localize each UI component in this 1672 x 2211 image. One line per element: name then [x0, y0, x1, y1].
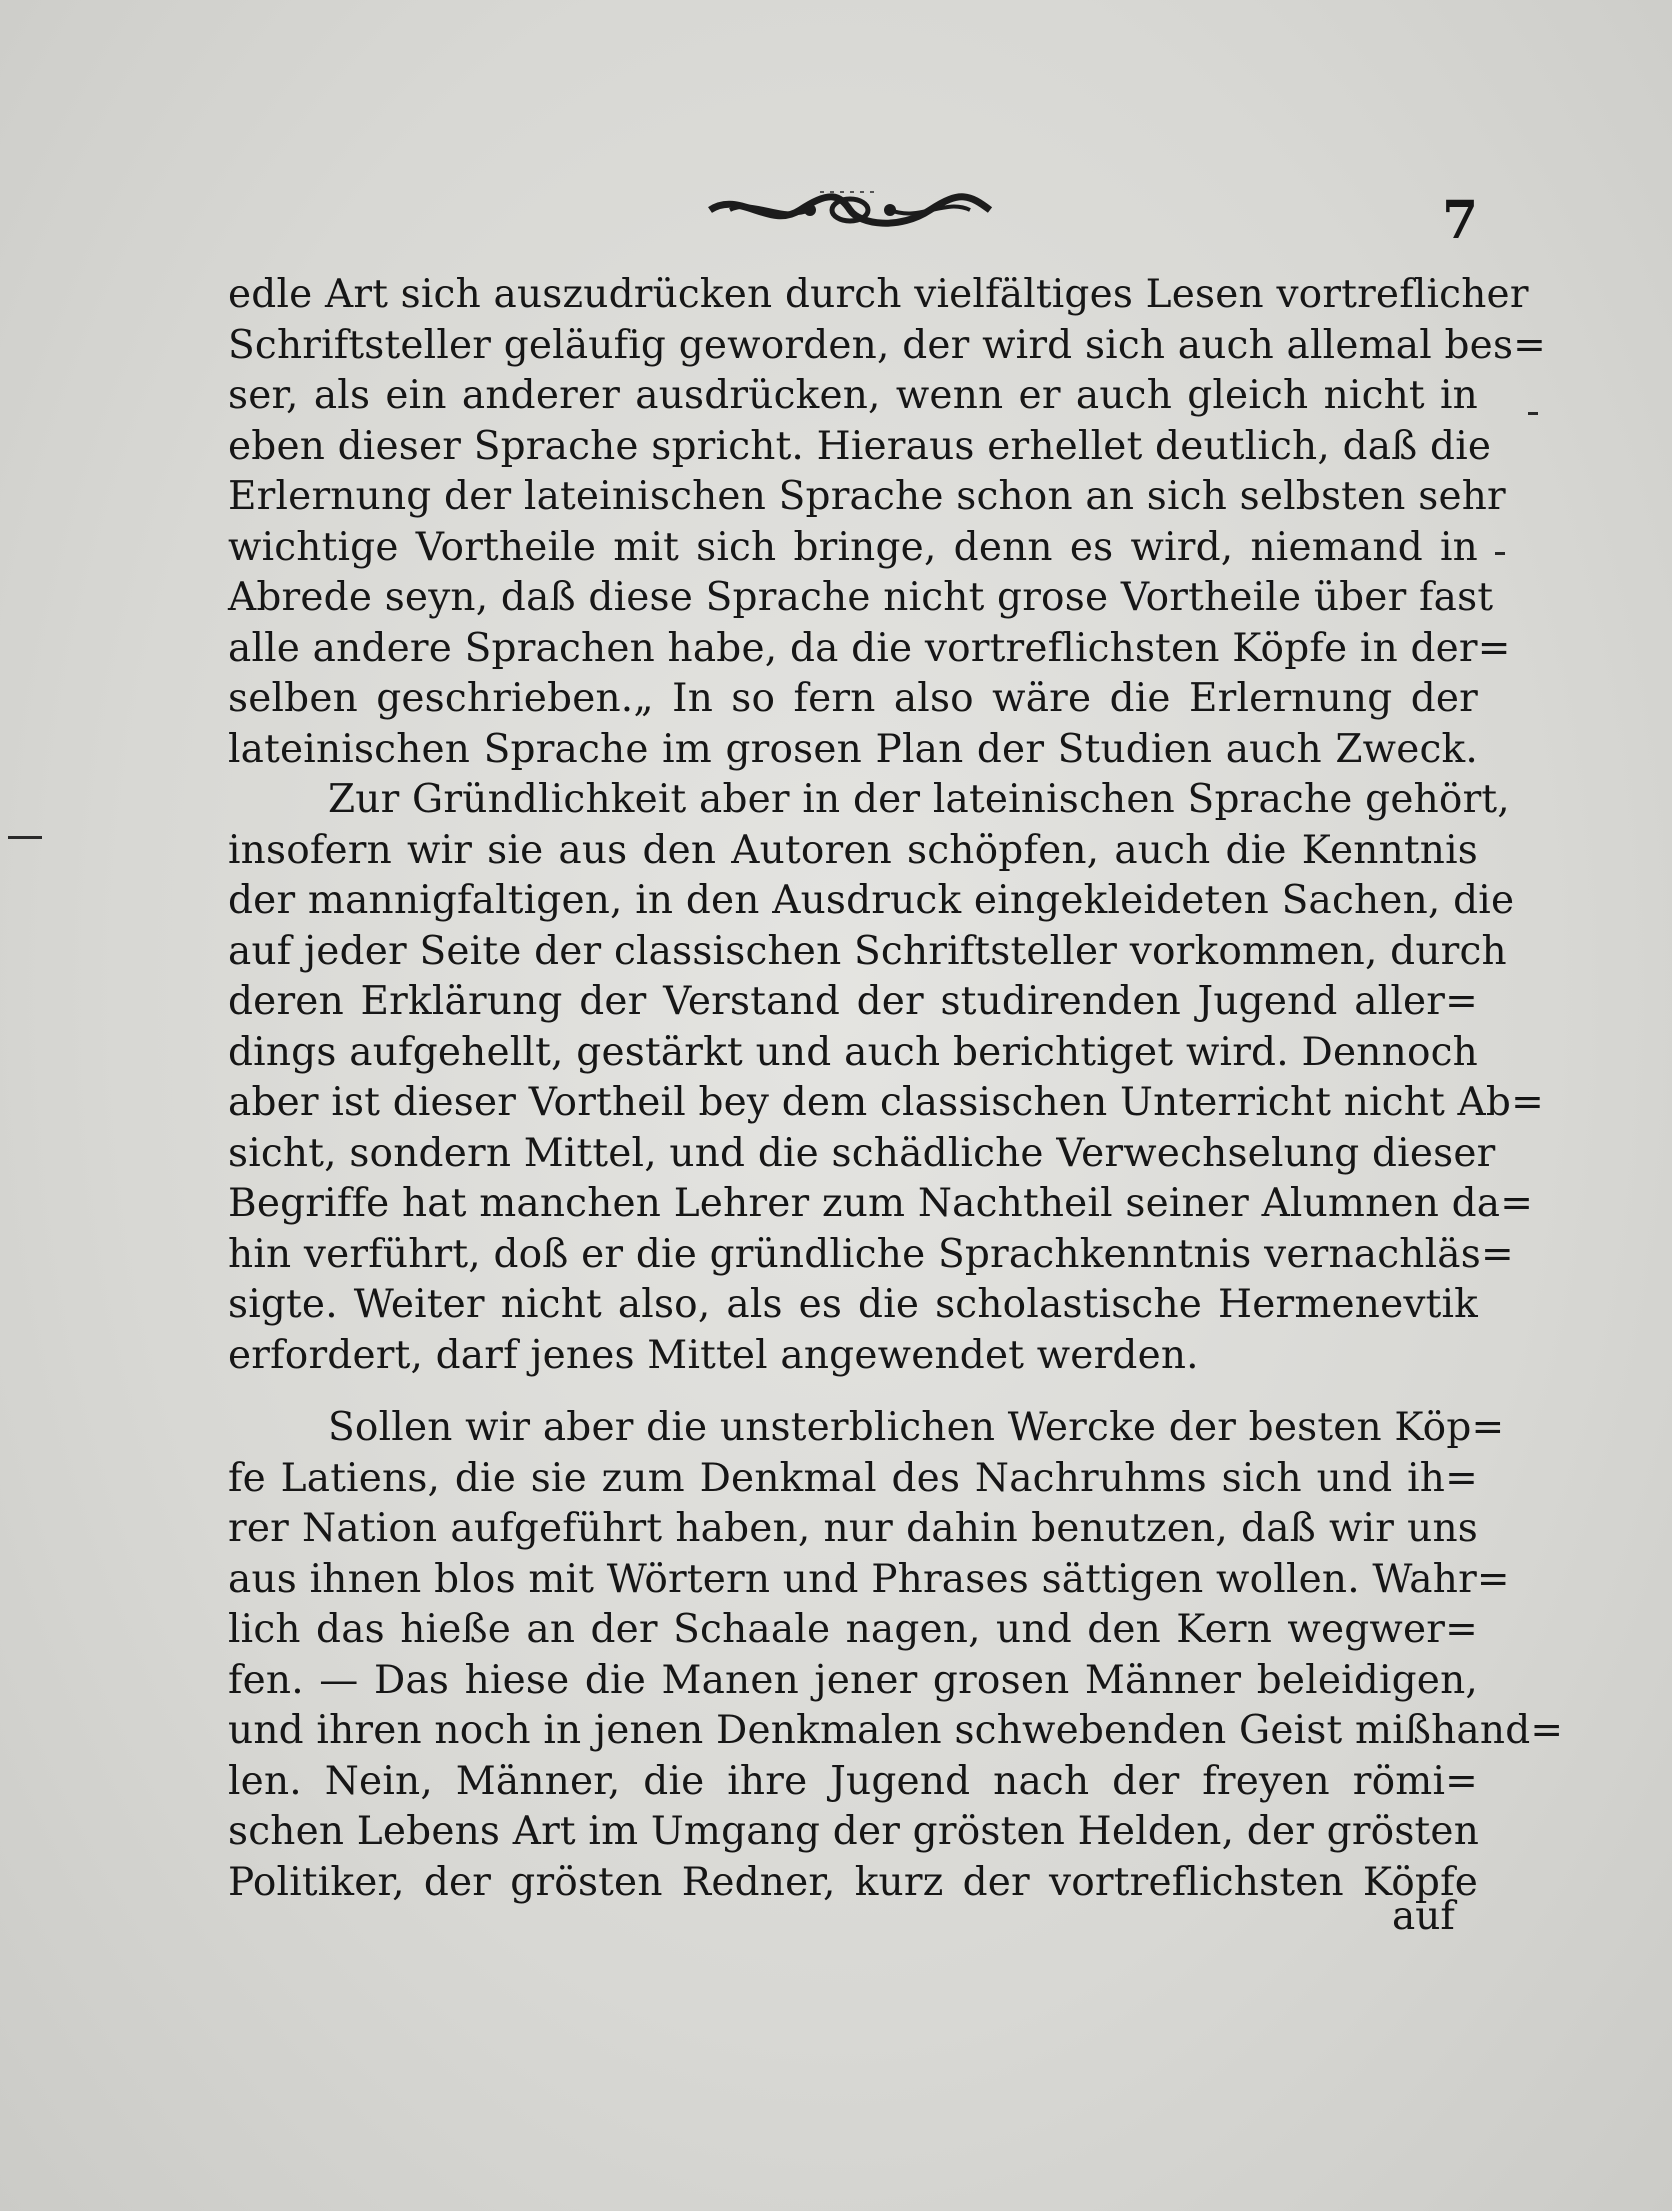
- text-line: Politiker, der grösten Redner, kurz der vortreflichsten Köpfe: [228, 1859, 1478, 1905]
- text-line: aus ihnen blos mit Wörtern und Phrases sättigen wollen. Wahr=: [228, 1556, 1510, 1602]
- scroll-ornament-icon: [700, 180, 1000, 240]
- text-line: Zur Gründlichkeit aber in der lateinischen Sprache gehört,: [328, 777, 1510, 822]
- text-line: hin verführt, doß er die gründliche Sprachkenntnis vernachläs=: [228, 1231, 1514, 1277]
- text-line: auf jeder Seite der classischen Schriftsteller vorkommen, durch: [228, 928, 1507, 974]
- text-line: selben geschrieben.„ In so fern also wäre die Erlernung der: [228, 676, 1478, 721]
- text-line: erfordert, darf jenes Mittel angewendet werden.: [228, 1332, 1199, 1378]
- body-text: [228, 270, 1564, 1908]
- text-line: rer Nation aufgeführt haben, nur dahin benutzen, daß wir uns: [228, 1506, 1478, 1551]
- text-line: wichtige Vortheile mit sich bringe, denn es wird, niemand in: [228, 524, 1478, 570]
- margin-mark: [1495, 552, 1505, 555]
- paragraph-2: [228, 775, 1544, 1381]
- margin-mark: [1528, 412, 1538, 415]
- text-line: sicht, sondern Mittel, und die schädliche Verwechselung dieser: [228, 1130, 1496, 1176]
- text-line: Erlernung der lateinischen Sprache schon an sich selbsten sehr: [228, 474, 1506, 519]
- text-line: insofern wir sie aus den Autoren schöpfen, auch die Kenntnis: [228, 827, 1478, 873]
- text-line: fe Latiens, die sie zum Denkmal des Nachruhms sich und ih=: [228, 1455, 1478, 1501]
- text-line: Abrede seyn, daß diese Sprache nicht grose Vortheile über fast: [228, 575, 1494, 620]
- text-line: Sollen wir aber die unsterblichen Wercke der besten Köp=: [328, 1405, 1505, 1450]
- text-line: alle andere Sprachen habe, da die vortreflichsten Köpfe in der=: [228, 625, 1511, 671]
- text-line: dings aufgehellt, gestärkt und auch berichtiget wird. Dennoch: [228, 1029, 1478, 1075]
- text-line: schen Lebens Art im Umgang der grösten Helden, der grösten: [228, 1809, 1480, 1854]
- text-line: sigte. Weiter nicht also, als es die scholastische Hermenevtik: [228, 1282, 1478, 1327]
- text-line: der mannigfaltigen, in den Ausdruck eingekleideten Sachen, die: [228, 878, 1515, 923]
- text-line: edle Art sich auszudrücken durch vielfältiges Lesen vortreflicher: [228, 272, 1529, 317]
- text-line: eben dieser Sprache spricht. Hieraus erhellet deutlich, daß die: [228, 423, 1492, 469]
- text-line: aber ist dieser Vortheil bey dem classischen Unterricht nicht Ab=: [228, 1080, 1544, 1125]
- text-line: fen. — Das hiese die Manen jener grosen Männer beleidigen,: [228, 1657, 1478, 1703]
- text-line: lich das hieße an der Schaale nagen, und den Kern wegwer=: [228, 1607, 1478, 1652]
- page-number: 7: [1442, 190, 1479, 251]
- margin-mark: [8, 836, 42, 839]
- paragraph-3: [228, 1403, 1564, 1908]
- text-line: deren Erklärung der Verstand der studirenden Jugend aller=: [228, 979, 1478, 1024]
- text-line: und ihren noch in jenen Denkmalen schwebenden Geist mißhand=: [228, 1708, 1564, 1753]
- text-line: Schriftsteller geläufig geworden, der wird sich auch allemal bes=: [228, 322, 1547, 368]
- text-line: len. Nein, Männer, die ihre Jugend nach der freyen römi=: [228, 1758, 1478, 1804]
- text-line: lateinischen Sprache im grosen Plan der Studien auch Zweck.: [228, 726, 1478, 772]
- text-line: ser, als ein anderer ausdrücken, wenn er auch gleich nicht in: [228, 373, 1478, 418]
- catchword: auf: [1392, 1894, 1455, 1939]
- paragraph-1: [228, 270, 1547, 775]
- text-line: Begriffe hat manchen Lehrer zum Nachtheil seiner Alumnen da=: [228, 1181, 1534, 1226]
- paragraph-gap: [228, 1381, 1478, 1403]
